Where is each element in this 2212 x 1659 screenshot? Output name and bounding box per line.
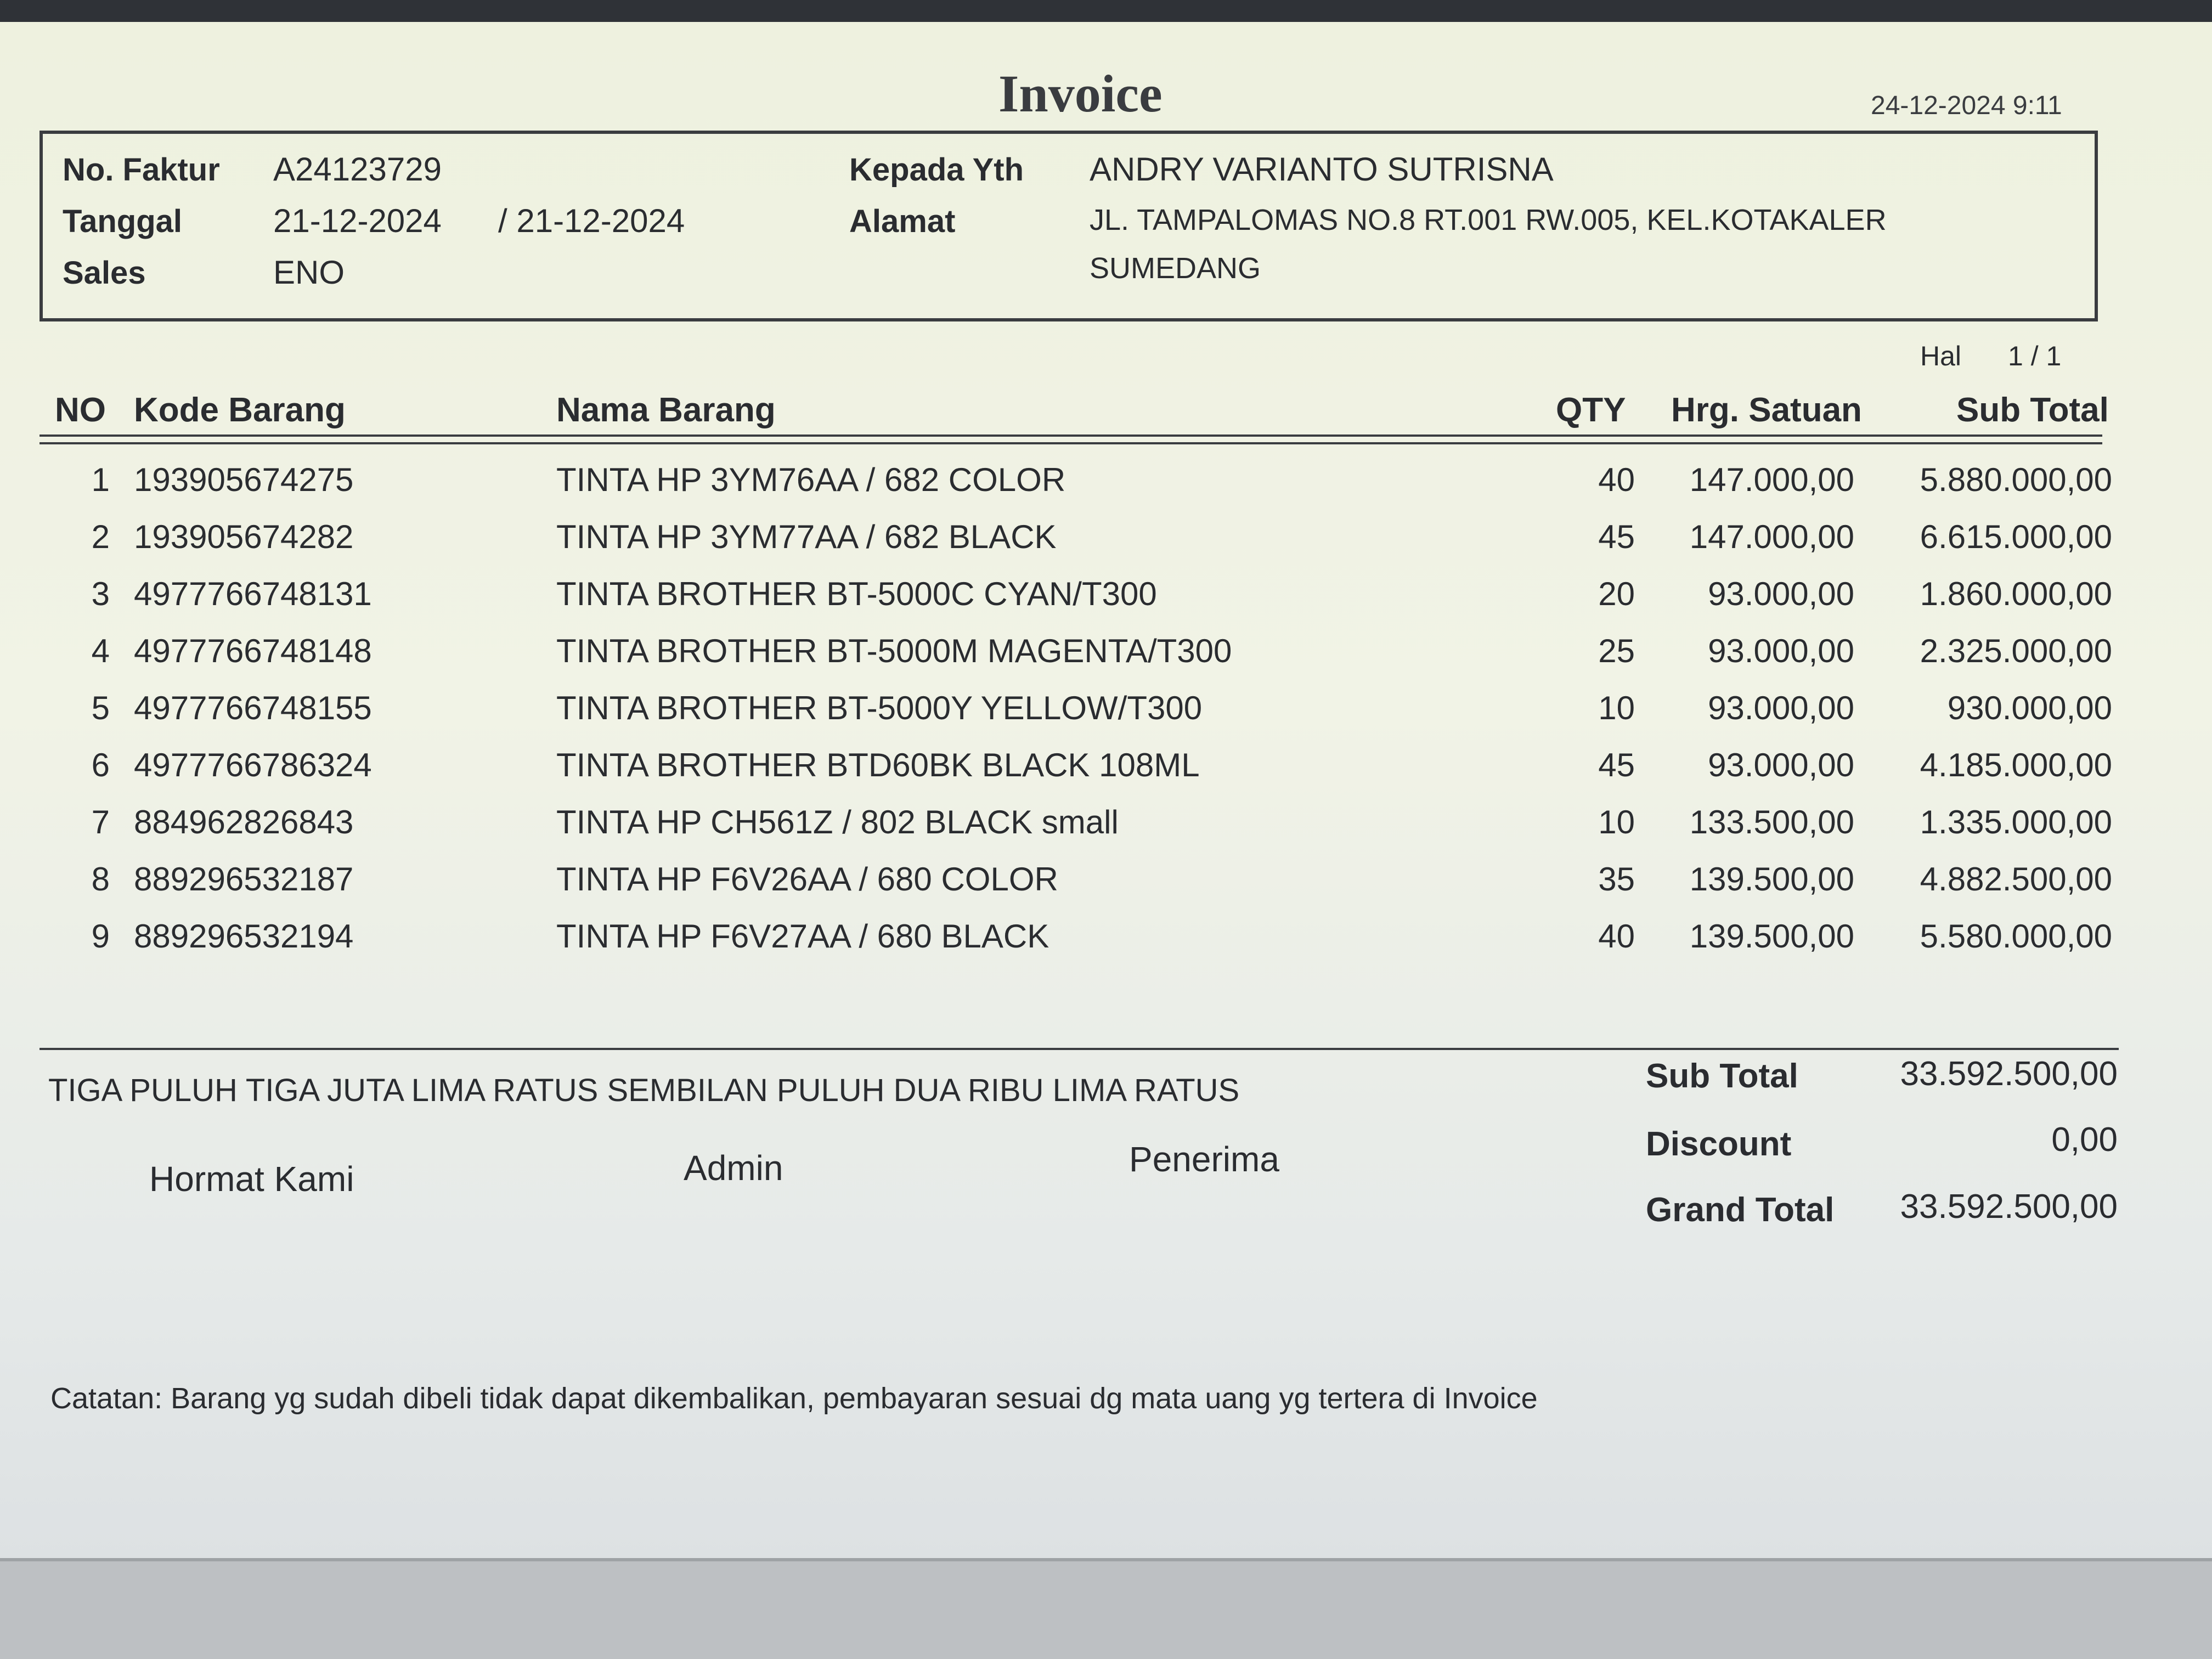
row-number: 2 — [91, 518, 110, 555]
table-footer-rule — [40, 1048, 2119, 1050]
summary-discount-label: Discount — [1646, 1125, 1792, 1163]
item-price: 93.000,00 — [1708, 690, 1854, 726]
table-row — [0, 860, 2212, 915]
tanggal-value: 21-12-2024 — [273, 202, 442, 239]
sales-value: ENO — [273, 254, 345, 291]
table-row — [0, 917, 2212, 972]
invoice-title: Invoice — [998, 64, 1163, 123]
item-price: 93.000,00 — [1708, 747, 1854, 783]
row-number: 8 — [91, 861, 110, 898]
col-header-code: Kode Barang — [134, 391, 346, 429]
col-header-no: NO — [55, 391, 106, 429]
col-header-qty: QTY — [1556, 391, 1626, 429]
signature-admin: Admin — [684, 1148, 783, 1188]
item-qty: 10 — [1598, 690, 1635, 726]
item-name: TINTA HP 3YM76AA / 682 COLOR — [556, 461, 1066, 498]
row-number: 4 — [91, 633, 110, 669]
table-row — [0, 803, 2212, 858]
item-name: TINTA HP 3YM77AA / 682 BLACK — [556, 518, 1057, 555]
item-name: TINTA BROTHER BTD60BK BLACK 108ML — [556, 747, 1200, 783]
col-header-name: Nama Barang — [556, 391, 776, 429]
item-subtotal: 6.615.000,00 — [1920, 518, 2112, 555]
item-price: 147.000,00 — [1689, 461, 1854, 498]
kepada-value: ANDRY VARIANTO SUTRISNA — [1090, 151, 1554, 188]
item-qty: 40 — [1598, 918, 1635, 955]
monitor-bottom-bezel — [0, 1561, 2212, 1659]
header-rule-bottom — [40, 442, 2102, 444]
item-subtotal: 1.860.000,00 — [1920, 575, 2112, 612]
item-price: 139.500,00 — [1689, 918, 1854, 955]
row-number: 7 — [91, 804, 110, 840]
row-number: 5 — [91, 690, 110, 726]
item-code: 193905674275 — [134, 461, 354, 498]
item-name: TINTA HP F6V26AA / 680 COLOR — [556, 861, 1058, 898]
item-code: 889296532194 — [134, 918, 354, 955]
alamat-line-1: JL. TAMPALOMAS NO.8 RT.001 RW.005, KEL.KOTAKALER — [1090, 204, 1887, 236]
table-row — [0, 746, 2212, 801]
item-qty: 20 — [1598, 575, 1635, 612]
col-header-price: Hrg. Satuan — [1671, 391, 1862, 429]
summary-discount-value: 0,00 — [2051, 1121, 2118, 1159]
item-qty: 25 — [1598, 633, 1635, 669]
item-qty: 40 — [1598, 461, 1635, 498]
row-number: 1 — [91, 461, 110, 498]
page-label: Hal — [1920, 341, 1962, 371]
item-subtotal: 1.335.000,00 — [1920, 804, 2112, 840]
item-code: 4977766786324 — [134, 747, 372, 783]
tanggal-value-2: / 21-12-2024 — [498, 202, 685, 239]
item-subtotal: 4.185.000,00 — [1920, 747, 2112, 783]
item-code: 884962826843 — [134, 804, 354, 840]
item-code: 193905674282 — [134, 518, 354, 555]
item-name: TINTA BROTHER BT-5000M MAGENTA/T300 — [556, 633, 1232, 669]
item-subtotal: 4.882.500,00 — [1920, 861, 2112, 898]
summary-grand-total-value: 33.592.500,00 — [1900, 1188, 2118, 1226]
no-faktur-value: A24123729 — [273, 151, 442, 188]
col-header-subtotal: Sub Total — [1956, 391, 2109, 429]
item-code: 889296532187 — [134, 861, 354, 898]
monitor-top-bezel — [0, 0, 2212, 22]
table-row — [0, 689, 2212, 744]
invoice-note: Catatan: Barang yg sudah dibeli tidak dapat dikembalikan, pembayaran sesuai dg mata uang yg tertera di Invoice — [50, 1382, 1538, 1415]
no-faktur-label: No. Faktur — [63, 152, 220, 188]
item-name: TINTA HP CH561Z / 802 BLACK small — [556, 804, 1119, 840]
summary-grand-total-label: Grand Total — [1646, 1191, 1835, 1229]
item-qty: 35 — [1598, 861, 1635, 898]
sales-label: Sales — [63, 255, 146, 291]
item-name: TINTA HP F6V27AA / 680 BLACK — [556, 918, 1049, 955]
item-qty: 45 — [1598, 518, 1635, 555]
item-subtotal: 2.325.000,00 — [1920, 633, 2112, 669]
invoice-window — [0, 22, 2212, 1561]
item-name: TINTA BROTHER BT-5000C CYAN/T300 — [556, 575, 1157, 612]
item-subtotal: 5.880.000,00 — [1920, 461, 2112, 498]
table-row — [0, 461, 2212, 516]
item-subtotal: 5.580.000,00 — [1920, 918, 2112, 955]
header-rule-top — [40, 435, 2102, 437]
page-number: 1 / 1 — [2008, 341, 2062, 371]
signature-penerima: Penerima — [1129, 1139, 1279, 1179]
signature-hormat-kami: Hormat Kami — [149, 1159, 354, 1199]
item-price: 133.500,00 — [1689, 804, 1854, 840]
item-code: 4977766748148 — [134, 633, 372, 669]
item-code: 4977766748155 — [134, 690, 372, 726]
item-price: 93.000,00 — [1708, 575, 1854, 612]
kepada-label: Kepada Yth — [849, 152, 1024, 188]
summary-subtotal-value: 33.592.500,00 — [1900, 1055, 2118, 1093]
summary-subtotal-label: Sub Total — [1646, 1057, 1798, 1095]
item-name: TINTA BROTHER BT-5000Y YELLOW/T300 — [556, 690, 1203, 726]
invoice-header-box — [40, 131, 2098, 321]
row-number: 6 — [91, 747, 110, 783]
table-row — [0, 575, 2212, 630]
item-price: 147.000,00 — [1689, 518, 1854, 555]
item-price: 139.500,00 — [1689, 861, 1854, 898]
alamat-line-2: SUMEDANG — [1090, 252, 1261, 285]
amount-in-words: TIGA PULUH TIGA JUTA LIMA RATUS SEMBILAN PULUH DUA RIBU LIMA RATUS — [48, 1073, 1240, 1108]
table-row — [0, 518, 2212, 573]
printed-timestamp: 24-12-2024 9:11 — [1871, 91, 2062, 120]
item-subtotal: 930.000,00 — [1947, 690, 2112, 726]
alamat-label: Alamat — [849, 204, 956, 239]
item-qty: 45 — [1598, 747, 1635, 783]
table-row — [0, 632, 2212, 687]
item-code: 4977766748131 — [134, 575, 372, 612]
tanggal-label: Tanggal — [63, 204, 183, 239]
item-qty: 10 — [1598, 804, 1635, 840]
row-number: 3 — [91, 575, 110, 612]
item-price: 93.000,00 — [1708, 633, 1854, 669]
row-number: 9 — [91, 918, 110, 955]
